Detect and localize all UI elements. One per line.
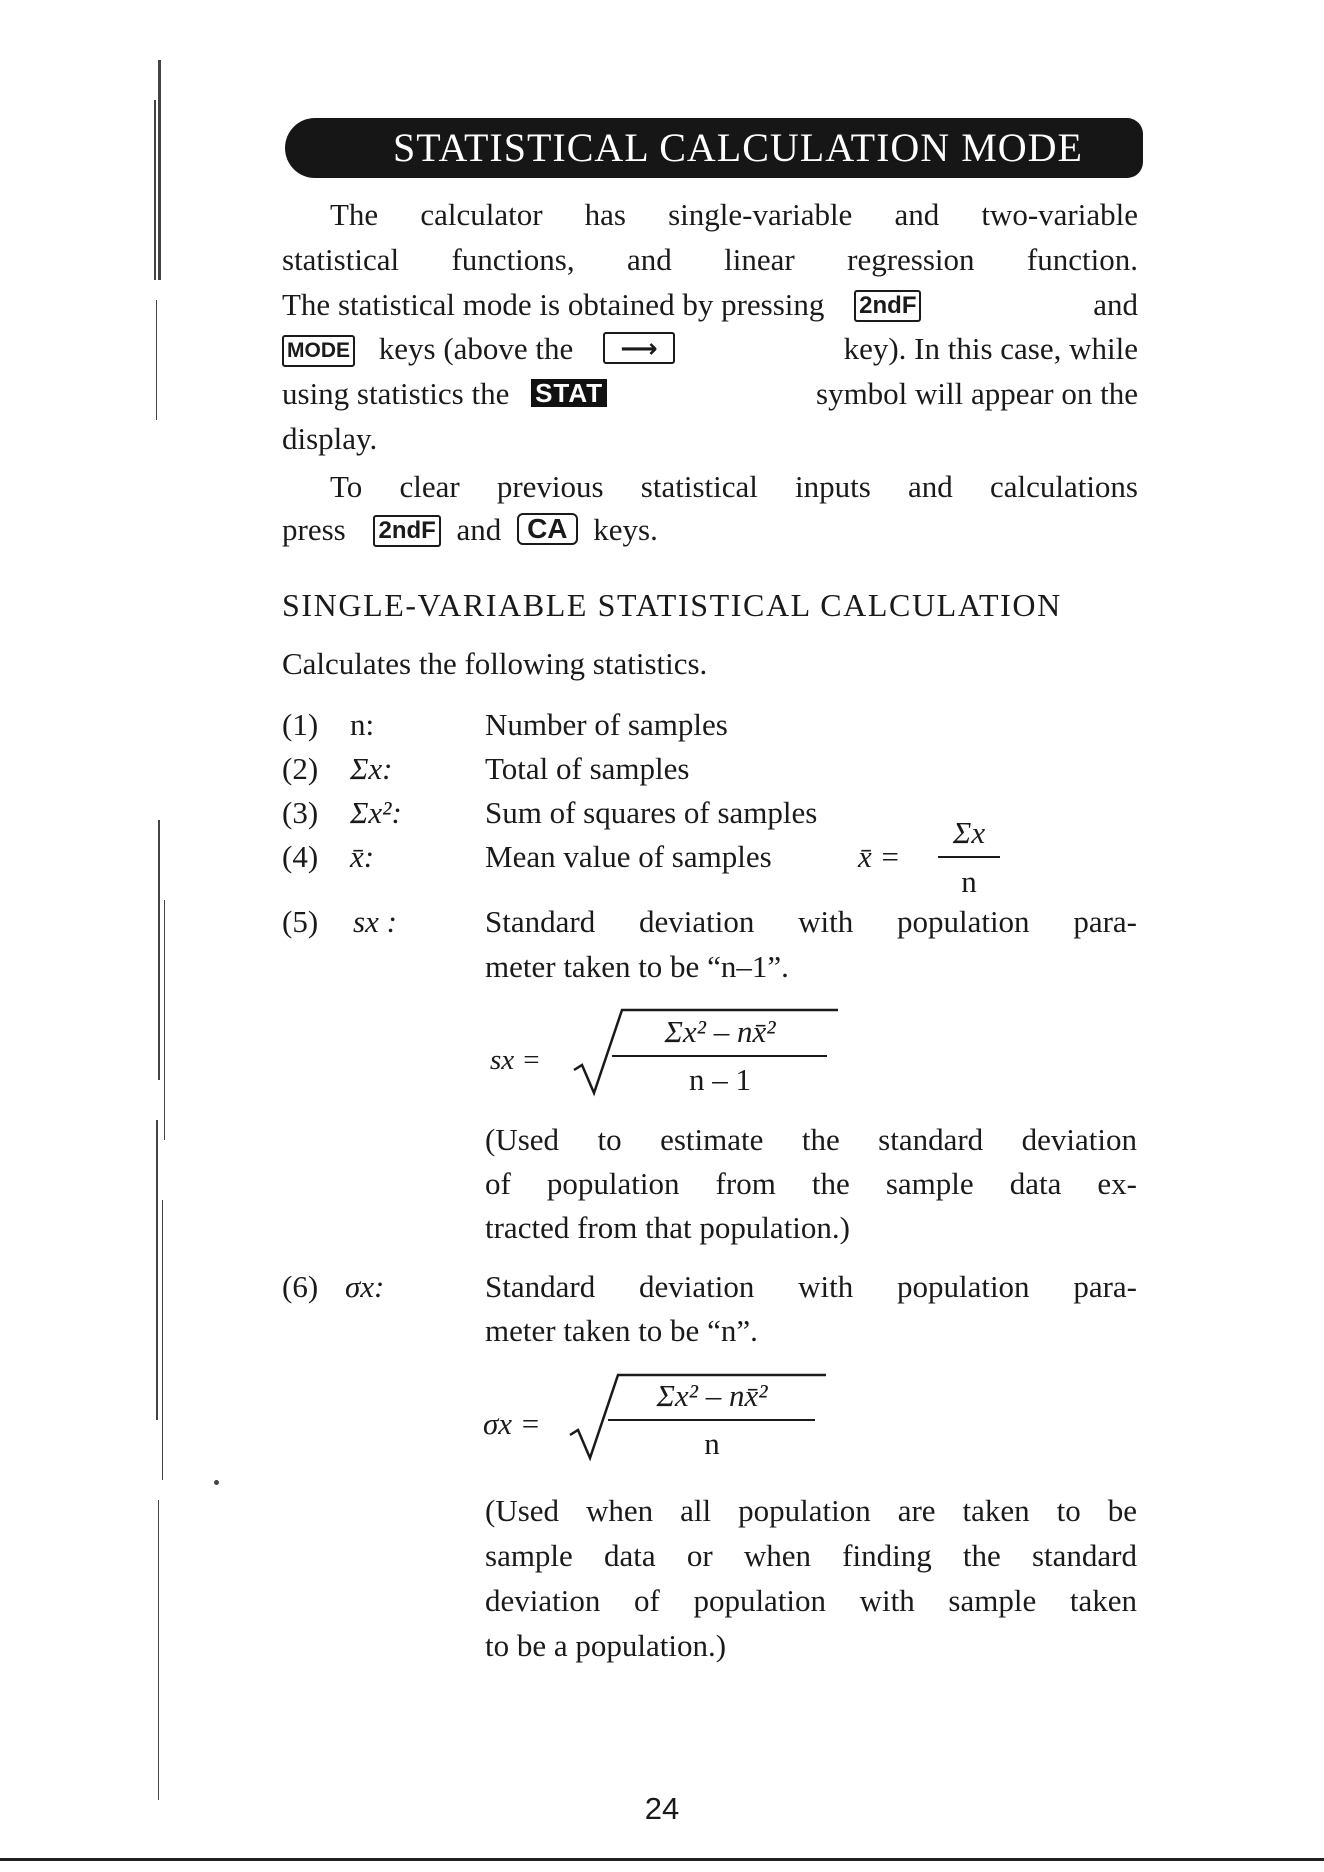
item-6-symbol: σx: xyxy=(345,1269,385,1304)
page-number: 24 xyxy=(644,1791,680,1826)
intro-line-3: The statistical mode is obtained by pressing 2ndF and xyxy=(282,287,1138,322)
item-3-number: (3) xyxy=(282,795,319,830)
intro-line-2: statistical functions, and linear regression function. xyxy=(282,242,1138,277)
sx-formula-lhs: sx = xyxy=(490,1044,541,1076)
sx-formula-numerator: Σx² – nx̄² xyxy=(664,1014,776,1049)
intro-line-1: The calculator has single-variable and two-variable xyxy=(330,197,1138,232)
item-1-description: Number of samples xyxy=(485,707,728,742)
mean-formula-numerator: Σx xyxy=(952,815,986,850)
sigma-formula-denominator: n xyxy=(704,1426,720,1461)
section-heading: SINGLE-VARIABLE STATISTICAL CALCULATION xyxy=(282,587,1062,623)
item-5-number: (5) xyxy=(282,904,319,939)
item-2-description: Total of samples xyxy=(485,751,690,786)
mean-formula-denominator: n xyxy=(961,864,977,899)
sx-note-line-1: (Used to estimate the standard deviation xyxy=(485,1122,1137,1157)
item-6-number: (6) xyxy=(282,1269,319,1304)
item-3-symbol: Σx²: xyxy=(350,795,402,830)
title-banner xyxy=(285,118,1143,178)
sigma-formula-numerator: Σx² – nx̄² xyxy=(656,1378,768,1413)
sigma-note-line-2: sample data or when finding the standard xyxy=(485,1538,1137,1573)
sigma-fraction-bar xyxy=(608,1419,815,1421)
sx-note-line-2: of population from the sample data ex- xyxy=(485,1166,1137,1201)
item-2-symbol: Σx: xyxy=(350,751,393,786)
intro-line-4: MODE keys (above the ⟶ key). In this case, while xyxy=(282,327,1138,371)
clear-line-2: press 2ndF and CA keys. xyxy=(282,512,658,547)
mean-formula-lhs: x̄ = xyxy=(858,839,901,874)
sigma-note-line-1: (Used when all population are taken to be xyxy=(485,1493,1137,1528)
key-ca: CA xyxy=(517,513,577,545)
intro-line-6: display. xyxy=(282,421,378,456)
item-4-number: (4) xyxy=(282,839,319,874)
clear-line-1: To clear previous statistical inputs and calculations xyxy=(330,469,1138,504)
item-5-description-line-2: meter taken to be “n–1”. xyxy=(485,949,789,984)
item-1-symbol: n: xyxy=(350,707,375,742)
item-4-description: Mean value of samples xyxy=(485,839,772,874)
item-6-description-line-2: meter taken to be “n”. xyxy=(485,1313,758,1348)
item-4-symbol: x̄: xyxy=(350,839,375,874)
sigma-note-line-3: deviation of population with sample taken xyxy=(485,1583,1137,1618)
item-5-description-line-1: Standard deviation with population para- xyxy=(485,904,1137,939)
stat-symbol: STAT xyxy=(531,379,607,407)
item-3-description: Sum of squares of samples xyxy=(485,795,818,830)
page-title: STATISTICAL CALCULATION MODE xyxy=(393,125,1083,170)
item-6-description-line-1: Standard deviation with population para- xyxy=(485,1269,1137,1304)
item-2-number: (2) xyxy=(282,751,319,786)
scan-bottom-edge xyxy=(0,1858,1324,1861)
sx-formula-denominator: n – 1 xyxy=(689,1062,751,1097)
sigma-formula-lhs: σx = xyxy=(483,1406,541,1441)
sx-fraction-bar xyxy=(612,1055,827,1057)
sigma-note-line-4: to be a population.) xyxy=(485,1628,727,1663)
item-1-number: (1) xyxy=(282,707,319,742)
key-2ndf-clear: 2ndF xyxy=(373,515,440,547)
item-5-symbol: sx : xyxy=(353,904,397,939)
section-intro: Calculates the following statistics. xyxy=(282,646,708,681)
arrow-icon: ⟶ xyxy=(603,332,675,364)
key-2ndf: 2ndF xyxy=(854,290,921,322)
intro-line-5: using statistics the STAT symbol will appear on the xyxy=(282,376,1138,411)
scan-margin-artifacts xyxy=(150,0,200,1872)
sx-note-line-3: tracted from that population.) xyxy=(485,1210,850,1245)
mean-fraction-bar xyxy=(938,856,1000,858)
key-mode: MODE xyxy=(282,335,355,367)
